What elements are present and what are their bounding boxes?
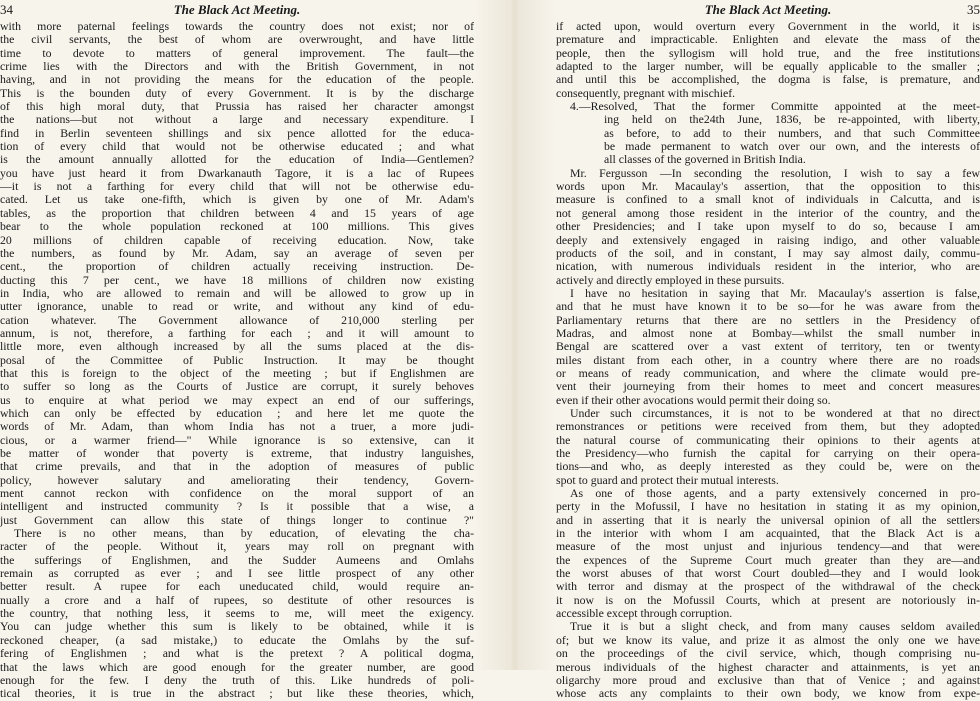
text-line: tical theories, it is true in the abstract ; but like these theories, which, xyxy=(0,686,474,701)
text-line: adapted to the larger number, will be equally applicable to the smaller ; xyxy=(556,59,980,74)
text-line: be matter of wonder that poverty is extreme, that industry languishes, xyxy=(0,446,474,460)
text-line: and in asserting that it is nearly the universal opinion of all the settlers xyxy=(556,512,980,527)
text-line: nication, with numerous individuals resident in the interior, who are xyxy=(556,259,980,274)
text-line: the sufferings of Englishmen, and the Sudder Aumeens and Omlahs xyxy=(0,552,474,567)
right-page xyxy=(556,0,980,701)
text-line: in the interior with whom I am acquainted, that the Black Act is a xyxy=(556,526,980,541)
text-line: Madras, and almost none at Bombay—whilst the small number in xyxy=(556,325,980,340)
text-line: not general among those resident in the interior of the country, and the xyxy=(556,205,980,220)
text-line: reckoned cheaper, (a sad mistake,) to educate the Omlahs by the suf- xyxy=(0,632,474,647)
text-line: tion of every child that would not be otherwise educated ; and what xyxy=(0,139,474,154)
text-line: perty in the Mofussil, I have no hesitation in stating it as my opinion, xyxy=(556,499,980,514)
text-line: cation whatever. The Government allowance of 210,000 sterling per xyxy=(0,312,474,327)
text-line: 4.—Resolved, That the former Committe appointed at the meet- xyxy=(570,99,980,114)
text-line: tions—and who, as deeply interested as they could be, were on the xyxy=(556,459,980,474)
text-line: products of the soil, and in constant, I may say almost daily, commu- xyxy=(556,245,980,260)
text-line: us to enquire at what period we may expect an end of our sufferings, xyxy=(0,392,474,407)
running-title: The Black Act Meeting. xyxy=(704,2,832,17)
text-line: just Government can allow this state of things longer to continue ?" xyxy=(0,512,474,527)
running-title: The Black Act Meeting. xyxy=(173,2,301,17)
text-line: of this high moral duty, that Prussia has raised her character amongst xyxy=(0,99,474,114)
text-line: annum, is not, therefore, a farthing for each ; and it will amount to xyxy=(0,325,474,340)
text-line: better result. A rupee for each uneducated child, would require an- xyxy=(0,579,474,594)
page-body xyxy=(0,20,474,701)
text-line: merous individuals of the highest character and attainments, is yet an xyxy=(556,659,980,674)
text-line: —it is not a farthing for every child that will not be otherwise edu- xyxy=(0,179,474,194)
text-line: There is no other means, than by education, of elevating the cha- xyxy=(14,526,474,541)
text-line: is the amount annually allotted for the education of India—Gentlemen? xyxy=(0,152,474,167)
text-line: vent their journeying from their homes to meet and concert measures xyxy=(556,379,980,394)
text-line: cated. Let us take one-fifth, which is given by one of Mr. Adam's xyxy=(0,192,474,207)
text-line: to suffer so long as the Courts of Justice are corrupt, it surely behoves xyxy=(0,379,474,394)
text-line: Parliamentary returns that there are no settlers in the Presidency of xyxy=(556,312,980,327)
text-line: actively and directly employed in these pursuits. xyxy=(556,272,785,287)
text-line: find in Berlin seventeen shillings and six pence allotted for the educa- xyxy=(0,125,474,140)
running-head xyxy=(0,0,474,20)
text-line: remonstrances or petitions were received from them, but they adopted xyxy=(556,419,980,434)
text-line: with more paternal feelings towards the country does not exist; nor of xyxy=(0,19,474,33)
text-line: the natural course of communicating their opinions to their agents at xyxy=(556,432,980,447)
text-line: consequently, pregnant with mischief. xyxy=(556,85,736,100)
text-line: the civil servants, the best of whom are overwrought, and have little xyxy=(0,32,474,47)
text-line: True it is but a slight check, and from many causes seldom availed xyxy=(570,619,980,634)
text-line: all classes of the governed in British India. xyxy=(604,152,806,167)
text-line: with terror and dismay at the prospect of the withdrawal of the check xyxy=(556,579,980,594)
text-line: time to devote to matters of general improvement. The fault—the xyxy=(0,45,474,60)
text-line: enough for the few. I deny the truth of this. Like hundreds of poli- xyxy=(0,672,474,687)
text-line: that crime prevails, and that in the adoption of measures of public xyxy=(0,459,474,474)
text-line: policy, however salutary and ameliorating their tendency, Govern- xyxy=(0,472,474,487)
text-line: intelligent and instructed community ? Is it possible that a wise, a xyxy=(0,499,474,514)
text-line: Bengal are scattered over a vast extent of territory, ten or twenty xyxy=(556,339,980,354)
text-line: utter ignorance, unable to read or write, and without any kind of edu- xyxy=(0,299,474,314)
text-line: even if their other avocations would permit their doing so. xyxy=(556,392,831,407)
text-line: that this is foreign to the object of the meeting ; but if Englishmen are xyxy=(0,365,474,380)
text-line: posal of the Committee of Public Instruction. It may be thought xyxy=(0,352,474,367)
text-line: other Presidencies; and I take upon myself to do so, because I am xyxy=(556,219,980,234)
text-line: 20 millions of children capable of receiving education. Now, take xyxy=(0,232,474,247)
text-line: As one of those agents, and a party extensively concerned in pro- xyxy=(570,486,980,501)
text-line: oligarchy more proud and exclusive than that of Venice ; and against xyxy=(556,672,980,687)
text-line: racter of the people. Without it, years may roll on pregnant with xyxy=(0,539,474,554)
text-line: that the laws which are good enough for the greater number, are good xyxy=(0,659,474,674)
text-line: ing held on the24th June, 1836, be re-appointed, with liberty, xyxy=(604,112,980,127)
text-line: bear to the whole population reckoned at 100 millions. This gives xyxy=(0,219,474,234)
text-line: words upon Mr. Macaulay's assertion, that the opposition to this xyxy=(556,179,980,194)
text-line: the country, that nothing less, it seems to me, will meet the exigency. xyxy=(0,606,474,621)
text-line: it now is on the Mofussil Courts, which at present are notoriously in- xyxy=(556,592,980,607)
text-line: measure is confined to a small knot of individuals in Calcutta, and is xyxy=(556,192,980,207)
text-line: ducting this 7 per cent., we have 18 millions of children now existing xyxy=(0,272,474,287)
text-line: words of Mr. Adam, than whom India has not a truer, a more judi- xyxy=(0,419,474,434)
text-line: Under such circumstances, it is not to be wondered at that no direct xyxy=(570,405,980,420)
text-line: if acted upon, would overturn every Government in the world, it is xyxy=(556,19,980,33)
text-line: and until this be accomplished, the dogma is false, is premature, and xyxy=(556,72,980,87)
text-line: the numbers, as found by Mr. Adam, say an average of seven per xyxy=(0,245,474,260)
text-line: you have just heard it from Dwarkanauth Tagore, it is a lac of Rupees xyxy=(0,165,474,180)
text-line: Mr. Fergusson —In seconding the resolution, I wish to say a few xyxy=(570,165,980,180)
text-line: deeply and extensively engaged in raising indigo, and other valuable xyxy=(556,232,980,247)
text-line: tables, as the proportion that children between 4 and 15 years of age xyxy=(0,205,474,220)
text-line: You can judge whether this sum is likely to be obtained, while it is xyxy=(0,619,474,634)
text-line: accessible except through corruption. xyxy=(556,606,733,621)
text-line: nually a crore and a half of rupees, so destitute of other resources is xyxy=(0,592,474,607)
left-page xyxy=(0,0,474,701)
text-line: This is the bounden duty of every Government. It is by the discharge xyxy=(0,85,474,100)
text-line: the worst abuses of that worst Court doubled—they and I would look xyxy=(556,566,980,581)
page-body xyxy=(556,20,980,701)
text-line: whose acts any complaints to their own body, we know from expe- xyxy=(556,686,980,701)
text-line: fering of Englishmen ; and what is the pretext ? A political dogma, xyxy=(0,646,474,661)
running-head xyxy=(556,0,980,20)
text-line: and that he must have known it to be so—for he was aware from the xyxy=(556,299,980,314)
text-line: I have no hesitation in saying that Mr. Macaulay's assertion is false, xyxy=(570,285,980,300)
text-line: little more, even although increased by all the sums placed at the dis- xyxy=(0,339,474,354)
text-line: of; but we know its value, and prize it as almost the only one we have xyxy=(556,632,980,647)
text-line: the Presidency—who furnish the capital for carrying on their opera- xyxy=(556,446,980,460)
text-line: as before, to add to their numbers, and that such Committee xyxy=(604,125,980,140)
page-number: 35 xyxy=(967,2,980,17)
text-line: the nations—but not without a large and necessary expenditure. I xyxy=(0,112,474,127)
text-line: people, then the syllogism will hold true, and the free institutions xyxy=(556,45,980,60)
text-line: remain as corrupted as ever ; and I see little prospect of any other xyxy=(0,566,474,581)
text-line: which can only be effected by education ; and here let me quote the xyxy=(0,405,474,420)
text-line: be made permanent to watch over our own, and the interests of xyxy=(604,139,980,154)
text-line: miles distant from each other, in a country where there are no roads xyxy=(556,352,980,367)
text-line: or means of ready communication, and where the climate would pre- xyxy=(556,365,980,380)
text-line: measure of the most unjust and injurious tendency—and that were xyxy=(556,539,980,554)
text-line: on the proceedings of the civil service, which, though comprising nu- xyxy=(556,646,980,661)
text-line: premature and impracticable. Enlighten and elevate the mass of the xyxy=(556,32,980,47)
text-line: the expences of the Supreme Court much greater than they are—and xyxy=(556,552,980,567)
text-line: cent., the proportion of children actually receiving instruction. De- xyxy=(0,259,474,274)
text-line: spot to guard and protect their mutual interests. xyxy=(556,472,779,487)
text-line: ment cannot reckon with confidence on the moral support of an xyxy=(0,486,474,501)
text-line: crime lies with the Directors and with the British Government, in not xyxy=(0,59,474,74)
text-line: cious, or a warmer friend—" While ignorance is so extensive, can it xyxy=(0,432,474,447)
text-line: having, and in not providing the means for the education of the people. xyxy=(0,72,474,87)
page-number: 34 xyxy=(0,2,13,17)
text-line: in India, who are allowed to remain and will be allowed to grow up in xyxy=(0,285,474,300)
page-gutter xyxy=(474,0,556,670)
